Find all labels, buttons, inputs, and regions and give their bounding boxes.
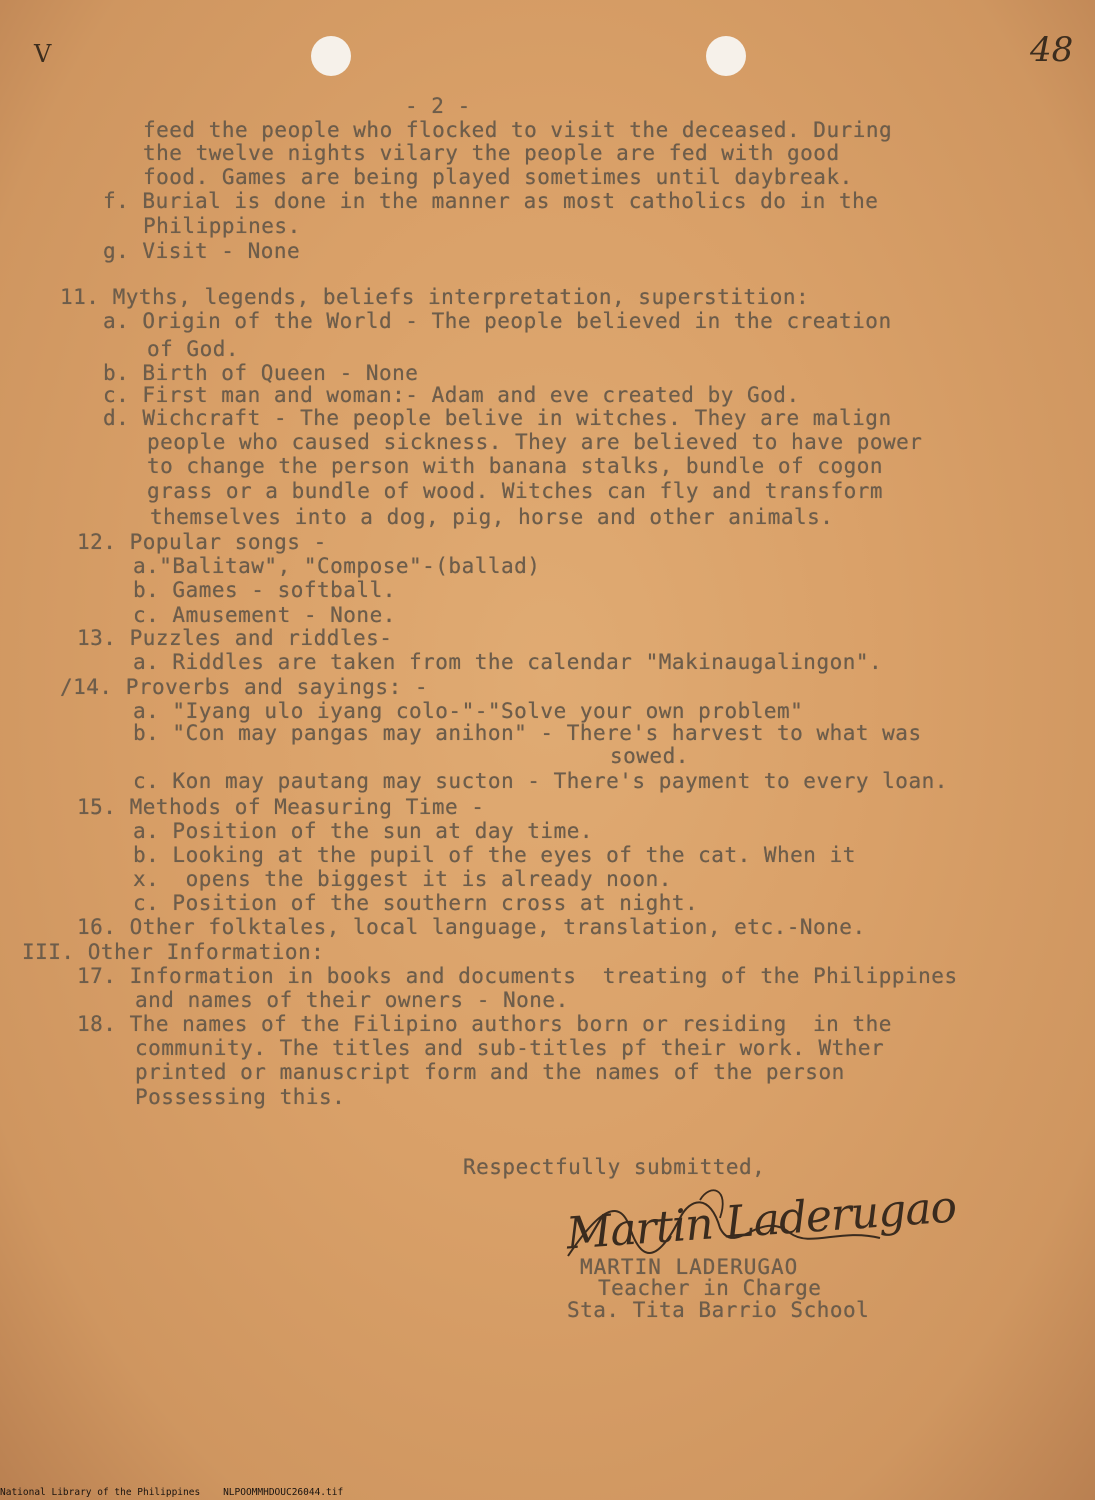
text-line: a. Riddles are taken from the calendar "Makinaugalingon".: [133, 650, 883, 674]
text-line: and names of their owners - None.: [135, 988, 569, 1012]
corner-mark: V: [34, 40, 52, 68]
text-line: f. Burial is done in the manner as most catholics do in the: [103, 189, 879, 213]
text-line: of God.: [147, 337, 240, 361]
section-heading: 13. Puzzles and riddles-: [77, 626, 393, 650]
text-line: b. Games - softball.: [133, 578, 396, 602]
text-line: feed the people who flocked to visit the deceased. During: [143, 118, 893, 142]
archive-footer: [0, 1487, 343, 1498]
signatory-school: Sta. Tita Barrio School: [567, 1298, 870, 1322]
text-line: c. Kon may pautang may sucton - There's payment to every loan.: [133, 769, 948, 793]
closing: Respectfully submitted,: [463, 1155, 766, 1179]
punch-hole: [311, 36, 351, 76]
text-line: c. Position of the southern cross at night.: [133, 891, 699, 915]
text-line: the twelve nights vilary the people are fed with good: [143, 141, 840, 165]
text-line: grass or a bundle of wood. Witches can fly and transform: [147, 479, 884, 503]
section-heading: 16. Other folktales, local language, translation, etc.-None.: [77, 915, 866, 939]
text-line: c. First man and woman:- Adam and eve created by God.: [103, 383, 800, 407]
text-line: a."Balitaw", "Compose"-(ballad): [133, 554, 541, 578]
archive-institution: National Library of the Philippines: [0, 1487, 201, 1498]
section-heading: /14. Proverbs and sayings: -: [60, 675, 429, 699]
section-heading: 11. Myths, legends, beliefs interpretation, superstition:: [60, 285, 810, 309]
text-line: themselves into a dog, pig, horse and other animals.: [150, 505, 834, 529]
signatory-title: Teacher in Charge: [598, 1276, 822, 1300]
text-line: 18. The names of the Filipino authors born or residing in the: [77, 1012, 892, 1036]
text-line: community. The titles and sub-titles pf their work. Wther: [135, 1036, 885, 1060]
punch-hole: [706, 36, 746, 76]
text-line: c. Amusement - None.: [133, 603, 396, 627]
text-line: Possessing this.: [135, 1085, 346, 1109]
text-line: d. Wichcraft - The people belive in witches. They are malign: [103, 406, 892, 430]
section-heading: 12. Popular songs -: [77, 530, 327, 554]
text-line: a. "Iyang ulo iyang colo-"-"Solve your own problem": [133, 699, 804, 723]
text-line: a. Origin of the World - The people believed in the creation: [103, 309, 892, 333]
text-line: people who caused sickness. They are believed to have power: [147, 430, 923, 454]
text-line: b. Birth of Queen - None: [103, 361, 419, 385]
signatory-name: MARTIN LADERUGAO: [580, 1255, 799, 1279]
part-heading: III. Other Information:: [22, 940, 325, 964]
handwritten-signature: Martin Laderugao: [564, 1181, 958, 1260]
text-line: sowed.: [610, 744, 689, 768]
text-line: g. Visit - None: [103, 239, 301, 263]
text-line: b. "Con may pangas may anihon" - There's harvest to what was: [133, 721, 922, 745]
text-line: to change the person with banana stalks, bundle of cogon: [147, 454, 884, 478]
text-line: food. Games are being played sometimes until daybreak.: [143, 165, 853, 189]
text-line: b. Looking at the pupil of the eyes of the cat. When it: [133, 843, 856, 867]
text-line: Philippines.: [143, 214, 301, 238]
archive-file-id: NLPOOMMHDOUC26044.tif: [223, 1487, 344, 1498]
section-heading: 15. Methods of Measuring Time -: [77, 795, 485, 819]
text-line: x. opens the biggest it is already noon.: [133, 867, 672, 891]
text-line: 17. Information in books and documents treating of the Philippines: [77, 964, 958, 988]
text-line: printed or manuscript form and the names of the person: [135, 1060, 845, 1084]
text-line: a. Position of the sun at day time.: [133, 819, 594, 843]
page-header: - 2 -: [405, 94, 471, 118]
page-number-handwritten: 48: [1030, 30, 1074, 70]
